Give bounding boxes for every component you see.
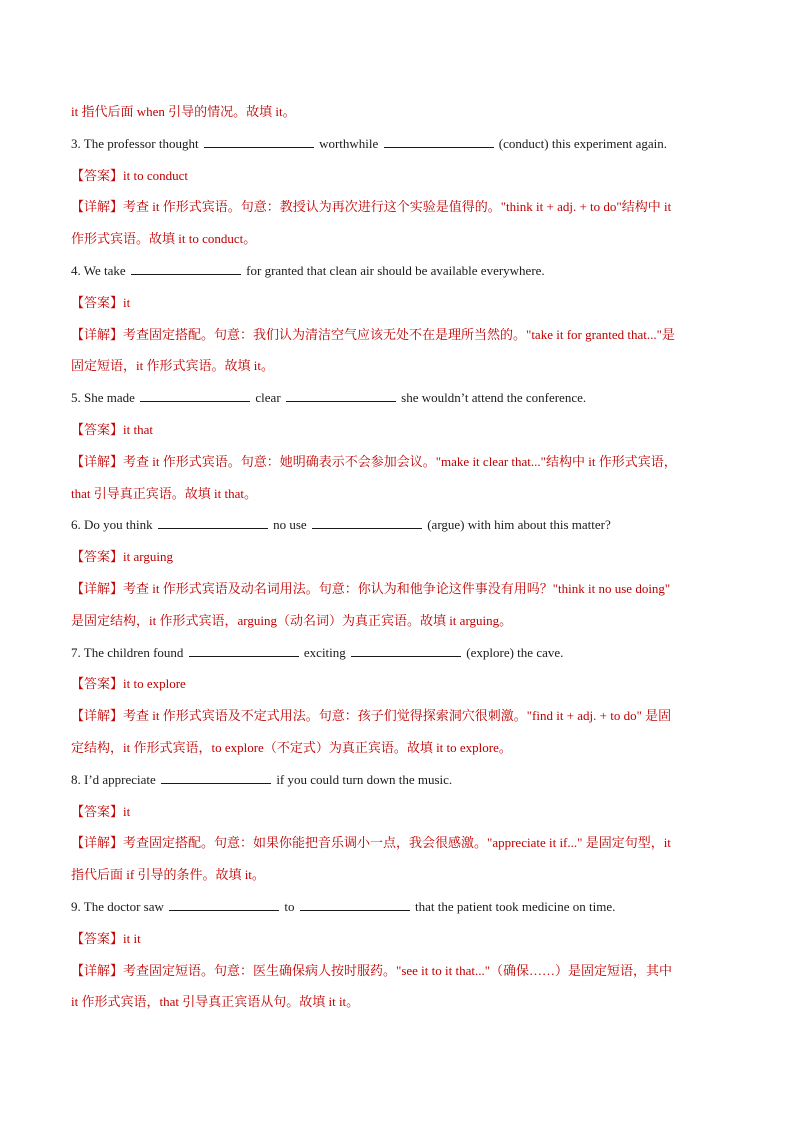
answer-value: it that [123,421,153,437]
question-text: 8. I’d appreciate [71,771,160,787]
question-text: (argue) with him about this matter? [423,517,611,533]
question-text: no use [269,517,310,533]
question-line [71,641,725,673]
answer-blank [204,133,314,148]
detail-text: 考查 it 作形式宾语及动名词用法。句意：你认为和他争论这件事没有用吗？"think it no use doing" [123,580,671,596]
detail-label: 【详解】 [71,580,124,596]
question-line [71,768,725,800]
detail-text: 考查 it 作形式宾语及不定式用法。句意：孩子们觉得探索洞穴很刺激。"find it + adj. + to do" 是固 [123,708,672,724]
detail-text: 定结构，it 作形式宾语，to explore（不定式）为真正宾语。故填 it to explore。 [71,739,512,755]
question-line [71,132,725,164]
answer-value: it to explore [123,676,186,692]
question-text: 6. Do you think [71,517,156,533]
question-list [71,132,725,1022]
question-text: worthwhile [315,135,382,151]
question-text: 5. She made [71,390,139,406]
detail-label: 【详解】 [71,835,124,851]
answer-blank [286,387,396,402]
detail-line [71,450,725,482]
question-text: (explore) the cave. [463,644,564,660]
answer-value: it to conduct [123,167,189,183]
intro-line: it 指代后面 when 引导的情况。故填 it。 [71,104,296,119]
answer-blank [189,642,299,657]
answer-label: 【答案】 [71,167,124,183]
document-page [71,100,725,1022]
question-text: 7. The children found [71,644,187,660]
detail-text: 考查固定搭配。句意：我们认为清洁空气应该无处不在是理所当然的。"take it for granted that..."是 [123,326,675,342]
detail-text: 固定短语，it 作形式宾语。故填 it。 [71,358,274,374]
detail-text: 是固定结构，it 作形式宾语，arguing（动名词）为真正宾语。故填 it arguing。 [71,612,513,628]
detail-line [71,609,725,641]
answer-blank [312,514,422,529]
answer-blank [169,896,279,911]
detail-text: 考查 it 作形式宾语。句意：教授认为再次进行这个实验是值得的。"think it + adj. + to do"结构中 it [123,199,672,215]
answer-blank [131,260,241,275]
answer-blank [351,642,461,657]
answer-line [71,545,725,577]
detail-label: 【详解】 [71,962,124,978]
detail-label: 【详解】 [71,708,124,724]
detail-text: 指代后面 if 引导的条件。故填 it。 [71,867,265,883]
answer-label: 【答案】 [71,294,124,310]
detail-text: it 作形式宾语，that 引导真正宾语从句。故填 it it。 [71,994,360,1010]
answer-label: 【答案】 [71,549,124,565]
question-text: 3. The professor thought [71,135,202,151]
answer-label: 【答案】 [71,421,124,437]
detail-line [71,704,725,736]
question-text: if you could turn down the music. [273,771,453,787]
detail-text: 考查固定短语。句意：医生确保病人按时服药。"see it to it that..."（确保……）是固定短语，其中 [123,962,673,978]
detail-label: 【详解】 [71,326,124,342]
answer-label: 【答案】 [71,803,124,819]
answer-blank [300,896,410,911]
detail-line [71,195,725,227]
answer-value: it [123,294,131,310]
answer-blank [384,133,494,148]
detail-line [71,959,725,991]
question-text: for granted that clean air should be available everywhere. [242,262,545,278]
question-text: (conduct) this experiment again. [495,135,668,151]
answer-value: it it [123,930,141,946]
detail-text: 考查 it 作形式宾语。句意：她明确表示不会参加会议。"make it clear that..."结构中 it 作形式宾语， [123,453,677,469]
question-text: exciting [300,644,350,660]
detail-line [71,831,725,863]
detail-text: that 引导真正宾语。故填 it that。 [71,485,257,501]
question-line [71,259,725,291]
answer-label: 【答案】 [71,676,124,692]
answer-line [71,291,725,323]
detail-line [71,354,725,386]
question-line [71,513,725,545]
detail-line [71,736,725,768]
detail-line [71,323,725,355]
detail-line [71,863,725,895]
answer-blank [161,769,271,784]
answer-line [71,927,725,959]
detail-line [71,990,725,1022]
detail-text: 作形式宾语。故填 it to conduct。 [71,231,257,247]
answer-line [71,418,725,450]
detail-text: 考查固定搭配。句意：如果你能把音乐调小一点，我会很感激。"appreciate it if..." 是固定句型，it [123,835,671,851]
answer-line [71,164,725,196]
question-text: 4. We take [71,262,129,278]
question-text: that the patient took medicine on time. [411,898,616,914]
question-text: to [281,898,298,914]
answer-blank [158,514,268,529]
detail-label: 【详解】 [71,453,124,469]
answer-line [71,800,725,832]
answer-label: 【答案】 [71,930,124,946]
answer-value: it [123,803,131,819]
answer-blank [140,387,250,402]
question-text: clear [252,390,284,406]
detail-line [71,577,725,609]
question-line [71,386,725,418]
question-line [71,895,725,927]
answer-value: it arguing [123,549,173,565]
question-text: 9. The doctor saw [71,898,168,914]
answer-line [71,672,725,704]
detail-label: 【详解】 [71,199,124,215]
detail-line [71,227,725,259]
question-text: she wouldn’t attend the conference. [397,390,587,406]
detail-line [71,482,725,514]
